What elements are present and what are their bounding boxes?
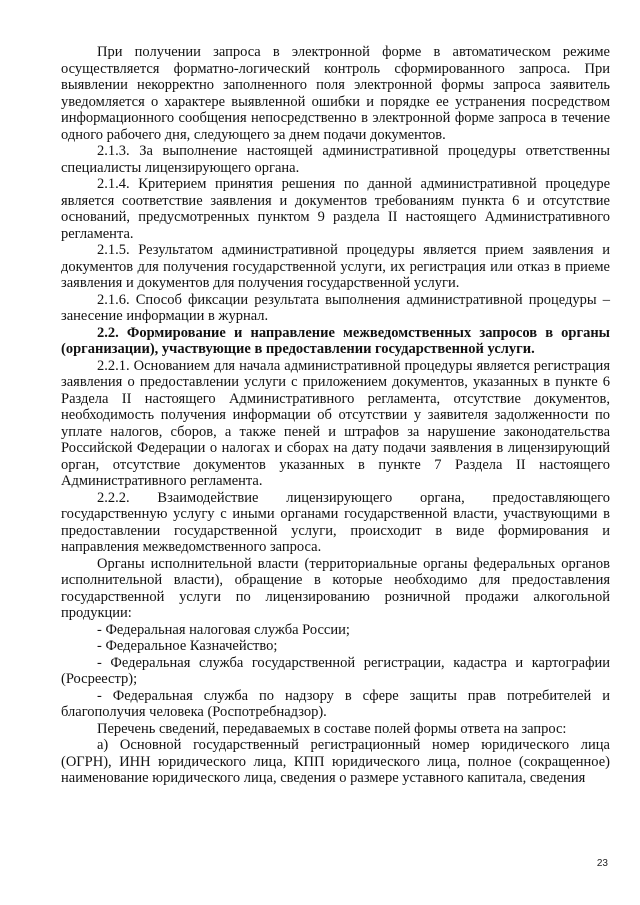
paragraph-list-intro: Перечень сведений, передаваемых в составе полей формы ответа на запрос: — [97, 720, 567, 737]
paragraph-agencies-intro: Органы исполнительной власти (территориальные органы федеральных органов исполнительной власти), обращение в которые необходимо для предоставления государственной услуги по лицензированию розничной продажи алкогольной продукции: — [61, 555, 610, 621]
list-item-agency-rospotrebnadzor: - Федеральная служба по надзору в сфере защиты прав потребителей и благополучия человека (Роспотребнадзор). — [61, 687, 610, 720]
paragraph-2-1-4: 2.1.4. Критерием принятия решения по данной административной процедуре является соответствие заявления и документов требованиям пункта 6 и отсутствие оснований, предусмотренных пунктом 9 раздела II настоящего Административного регламента. — [61, 176, 610, 242]
list-item-agency-treasury: - Федеральное Казначейство; — [97, 638, 278, 654]
page-number: 23 — [596, 858, 608, 869]
section-heading-2-2: 2.2. Формирование и направление межведомственных запросов в органы (организации), участвующие в предоставлении государственной услуги. — [61, 324, 610, 357]
list-item-agency-tax: - Федеральная налоговая служба России; — [97, 621, 350, 638]
paragraph-item-a: а) Основной государственный регистрационный номер юридического лица (ОГРН), ИНН юридического лица, КПП юридического лица, полное (сокращенное) наименование юридического лица, сведения о размере уставного капитала, сведения — [61, 737, 610, 786]
paragraph-2-2-1: 2.2.1. Основанием для начала административной процедуры является регистрация заявления о предоставлении услуги с приложением документов, указанных в пункте 6 Раздела II настоящего Административного регламента, отсутствие документов, необходимость получения информации об отсутствии у заявителя задолженности по уплате налогов, сборов, а также пеней и штрафов за нарушение законодательства Российской Федерации о налогах и сборах на дату подачи заявления в лицензирующий орган, отсутствие документов указанных в пункте 7 Раздела II настоящего Административного регламента. — [61, 357, 610, 489]
list-item-agency-rosreestr: - Федеральная служба государственной регистрации, кадастра и картографии (Росреестр); — [61, 654, 610, 687]
paragraph-2-1-3: 2.1.3. За выполнение настоящей административной процедуры ответственны специалисты лицензирующего органа. — [61, 143, 610, 176]
paragraph-2-1-5: 2.1.5. Результатом административной процедуры является прием заявления и документов для получения государственной услуги, их регистрация или отказ в приеме заявления и документов для получения государственной услуги. — [61, 242, 610, 291]
paragraph-2-1-6: 2.1.6. Способ фиксации результата выполнения административной процедуры – занесение информации в журнал. — [61, 291, 610, 324]
paragraph-2-2-2: 2.2.2. Взаимодействие лицензирующего органа, предоставляющего государственную услугу с иными органами государственной власти, участвующими в предоставлении государственной услуги, происходит в виде формирования и направления межведомственного запроса. — [61, 489, 610, 555]
document-page — [61, 44, 610, 787]
paragraph-intro: При получении запроса в электронной форме в автоматическом режиме осуществляется форматно-логический контроль сформированного запроса. При выявлении некорректно заполненного поля электронной формы запроса заявитель уведомляется о характере выявленной ошибки и порядке ее устранения посредством информационного сообщения непосредственно в электронной форме запроса в течение одного рабочего дня, следующего за днем подачи документов. — [61, 44, 610, 143]
